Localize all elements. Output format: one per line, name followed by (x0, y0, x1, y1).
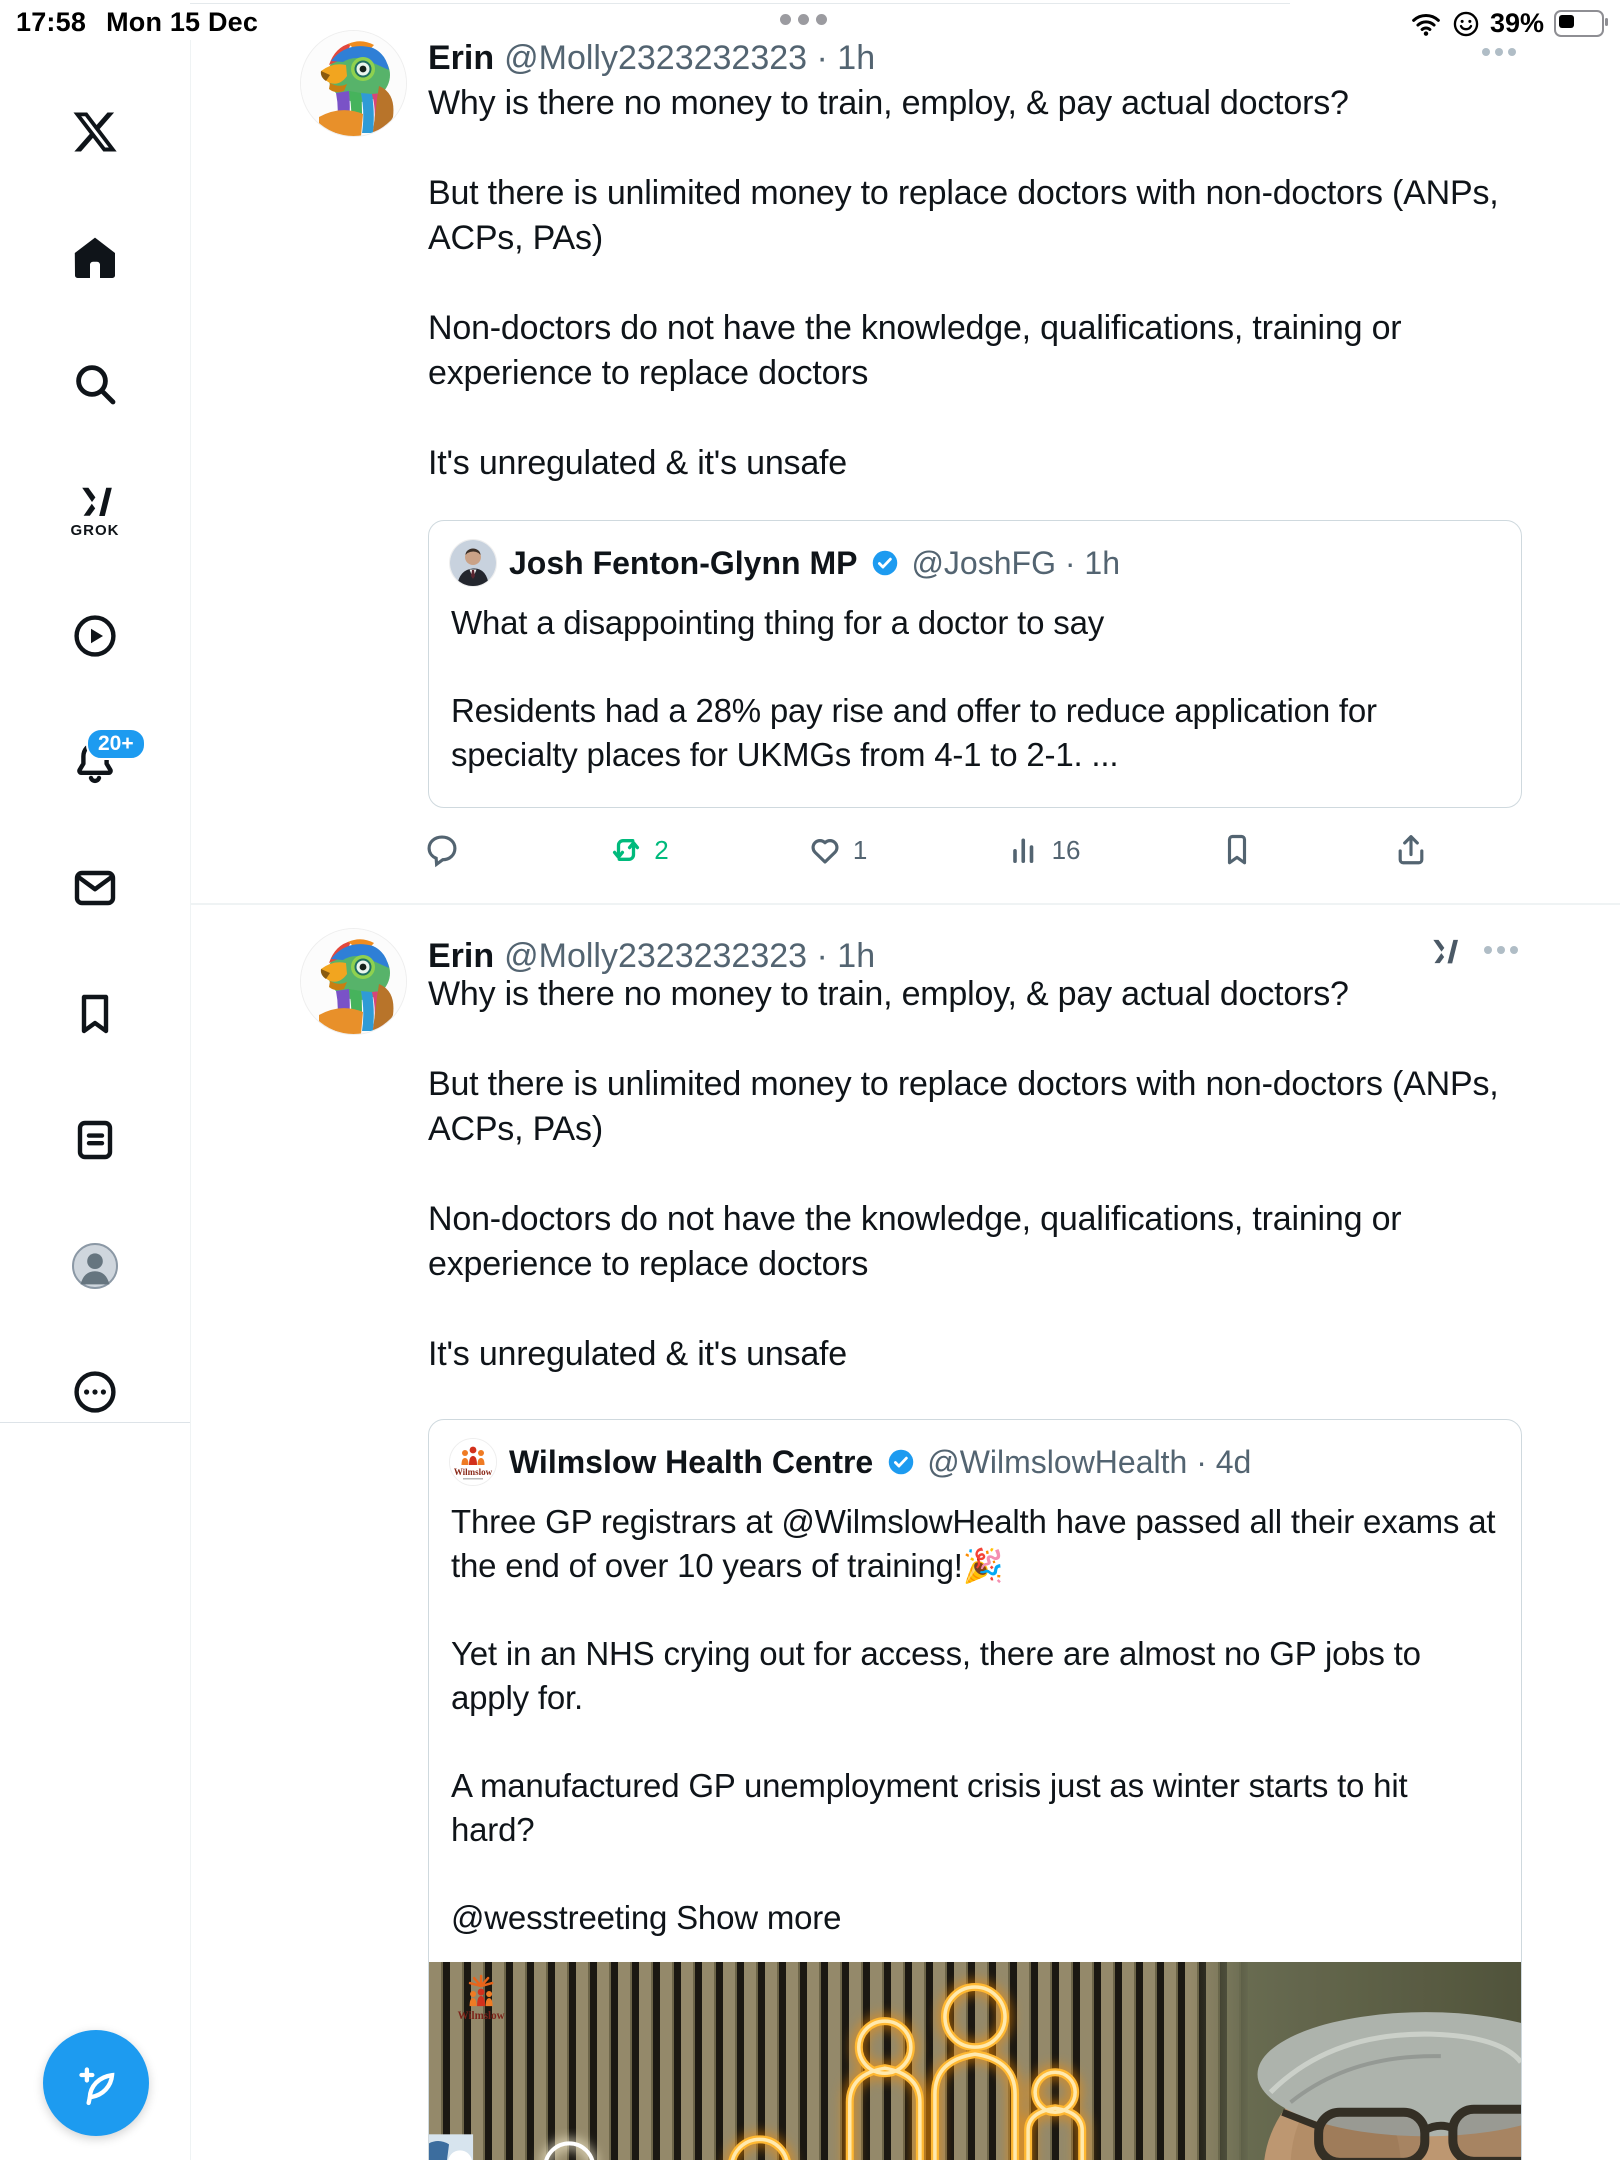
tweet2-more-icon[interactable] (1484, 946, 1518, 954)
bookmark-icon (1219, 832, 1255, 868)
tweet-divider (190, 903, 1620, 905)
avatar-wilmslow (449, 1438, 497, 1486)
tweet-paragraph: Non-doctors do not have the knowledge, qualifications, training or experience to replace doctors (428, 1200, 1402, 1283)
quoted-tweet-josh[interactable] (428, 520, 1522, 808)
media-art (429, 1962, 1521, 2160)
compose-feather-icon (70, 2057, 122, 2109)
sidebar (0, 40, 191, 2160)
emoji-face-icon (1452, 10, 1480, 38)
author-meta[interactable]: @Molly2323232323 · 1h (504, 937, 876, 975)
x-logo-icon (71, 108, 119, 156)
bookmark-button[interactable] (1219, 832, 1255, 868)
quoted-author: Wilmslow Health Centre (509, 1443, 874, 1480)
quoted-meta: @WilmslowHealth · 4d (927, 1443, 1252, 1480)
wilmslow-logo (450, 1439, 496, 1485)
tweet-paragraph: Why is there no money to train, employ, & pay actual doctors? (428, 975, 1349, 1013)
avatar-josh (449, 539, 497, 587)
battery-icon (1554, 10, 1604, 37)
heart-icon (807, 832, 843, 868)
sidebar-item-lists[interactable] (71, 1116, 119, 1164)
grok-icon (71, 476, 119, 524)
tweet1-body (428, 81, 1528, 486)
reply-icon (424, 832, 460, 868)
author-meta[interactable]: @Molly2323232323 · 1h (504, 39, 876, 77)
media-watermark-text: Wilmslow (457, 2010, 505, 2023)
quoted-body (429, 1486, 1521, 1940)
quoted-meta: @JoshFG · 1h (911, 544, 1120, 581)
tweet1-actions (424, 832, 1429, 868)
tweet-paragraph: Why is there no money to train, employ, & pay actual doctors? (428, 84, 1349, 122)
wifi-icon (1410, 11, 1442, 37)
man-with-glasses (1220, 1962, 1521, 2160)
video-play-icon (71, 612, 119, 660)
sidebar-item-messages[interactable] (71, 864, 119, 912)
svg-text:Wilmslow: Wilmslow (453, 1467, 493, 1477)
avatar-erin[interactable] (300, 928, 407, 1035)
more-circle-icon (71, 1368, 119, 1416)
retweet-button[interactable] (608, 832, 668, 868)
quoted-tweet-wilmslow[interactable] (428, 1419, 1522, 2160)
home-icon (71, 234, 119, 282)
verified-badge-icon (871, 549, 899, 577)
bookmark-icon (71, 990, 119, 1038)
sidebar-item-x-logo[interactable] (71, 108, 119, 156)
quoted-paragraph: Three GP registrars at @WilmslowHealth have passed all their exams at the end of over 10 years of training!🎉 (451, 1503, 1496, 1584)
sidebar-item-bookmarks[interactable] (71, 990, 119, 1038)
search-icon (71, 360, 119, 408)
sidebar-item-video[interactable] (71, 612, 119, 660)
compose-button[interactable] (43, 2030, 149, 2136)
grok-label: GROK (70, 522, 120, 539)
notifications-badge: 20+ (86, 728, 146, 760)
clock: 17:58 (16, 7, 87, 37)
author-name[interactable]: Erin (428, 937, 495, 975)
quoted-paragraph: What a disappointing thing for a doctor to say (451, 604, 1105, 641)
avatar-erin[interactable] (300, 30, 407, 137)
reply-button[interactable] (424, 832, 470, 868)
battery-percent: 39% (1489, 8, 1544, 38)
views-count: 16 (1051, 834, 1081, 865)
like-button[interactable] (807, 832, 867, 868)
tweet-paragraph: But there is unlimited money to replace doctors with non-doctors (ANPs, ACPs, PAs) (428, 1065, 1499, 1148)
views-button[interactable] (1006, 832, 1081, 868)
share-icon (1393, 832, 1429, 868)
profile-avatar-icon (71, 1242, 119, 1290)
like-count: 1 (852, 834, 868, 865)
quoted-paragraph[interactable]: @wesstreeting Show more (451, 1899, 842, 1936)
tweet-paragraph: But there is unlimited money to replace doctors with non-doctors (ANPs, ACPs, PAs) (428, 174, 1499, 257)
tweet1-header (428, 36, 875, 80)
sidebar-item-grok[interactable] (71, 476, 119, 524)
sidebar-item-search[interactable] (71, 360, 119, 408)
tweet1-more-icon[interactable] (1482, 48, 1516, 56)
analytics-icon (1006, 832, 1042, 868)
sidebar-item-home[interactable] (71, 234, 119, 282)
status-bar-right (1410, 8, 1604, 39)
sidebar-divider (0, 1422, 190, 1423)
share-button[interactable] (1393, 832, 1429, 868)
corner-fragment (429, 2134, 473, 2160)
lists-icon (71, 1116, 119, 1164)
retweet-count: 2 (654, 834, 669, 865)
retweet-icon (608, 832, 644, 868)
quoted-paragraph: A manufactured GP unemployment crisis just as winter starts to hit hard? (451, 1767, 1408, 1848)
tweet-paragraph: It's unregulated & it's unsafe (428, 1335, 848, 1373)
verified-badge-icon (887, 1448, 915, 1476)
date: Mon 15 Dec (106, 7, 259, 37)
josh-avatar-photo (450, 540, 496, 586)
tweet-paragraph: Non-doctors do not have the knowledge, qualifications, training or experience to replace doctors (428, 309, 1402, 392)
envelope-icon (71, 864, 119, 912)
parrot-avatar-art (301, 31, 406, 136)
tweet2-body (428, 972, 1528, 1377)
multitask-dots-icon[interactable] (780, 14, 827, 25)
quoted-media-image[interactable] (429, 1962, 1521, 2160)
grok-summary-button[interactable] (1424, 930, 1464, 970)
quoted-header (429, 1420, 1521, 1486)
status-bar-left (16, 7, 258, 38)
xai-icon (1424, 930, 1464, 970)
sidebar-item-more[interactable] (71, 1368, 119, 1416)
top-hairline (190, 3, 1290, 4)
sidebar-item-profile[interactable] (71, 1242, 123, 1294)
quoted-author: Josh Fenton-Glynn MP (509, 544, 858, 581)
quoted-paragraph: Yet in an NHS crying out for access, there are almost no GP jobs to apply for. (451, 1635, 1421, 1716)
quoted-body (429, 587, 1521, 777)
author-name[interactable]: Erin (428, 39, 495, 77)
tweet-paragraph: It's unregulated & it's unsafe (428, 444, 848, 482)
quoted-paragraph: Residents had a 28% pay rise and offer to reduce application for specialty places for UKMGs from 4-1 to 2-1. ... (451, 692, 1377, 773)
parrot-avatar-art (301, 929, 406, 1034)
quoted-header (429, 521, 1521, 587)
